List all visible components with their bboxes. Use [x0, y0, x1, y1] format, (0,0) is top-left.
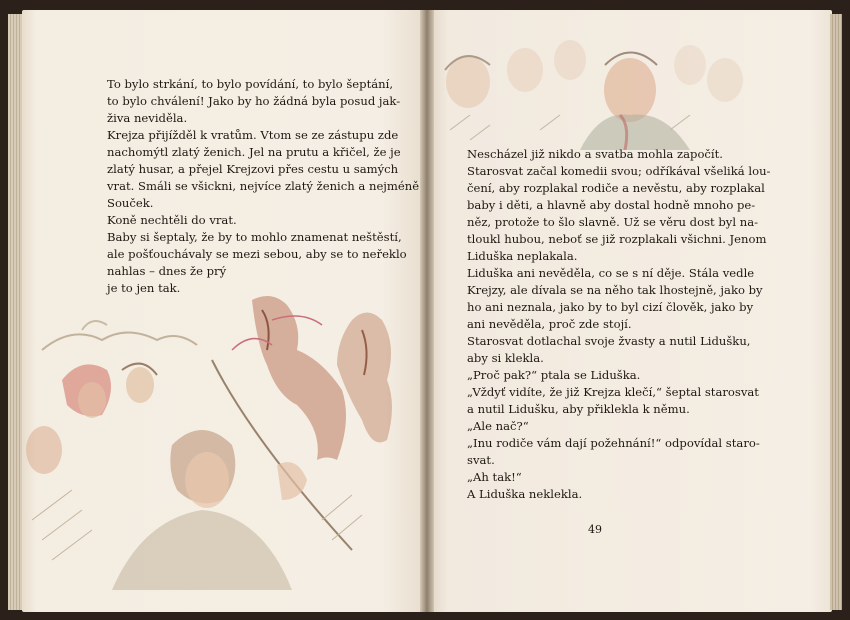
text-line: nahlas – dnes že prý [107, 264, 227, 278]
text-line: Liduška neplakala. [467, 249, 578, 263]
text-line: Liduška ani nevěděla, co se s ní děje. Stála vedle [467, 266, 755, 280]
page-number: 49 [588, 523, 602, 536]
text-line: Koně nechtěli do vrat. [107, 213, 237, 227]
text-line: Souček. [107, 196, 154, 210]
right-page-edges [830, 14, 842, 610]
crowd-faces-illustration [430, 20, 760, 150]
right-page-text [467, 146, 770, 503]
text-line: čení, aby rozplakal rodiče a nevěstu, aby rozplakal [467, 181, 765, 195]
text-line: tloukl hubou, neboť se již rozplakali všichni. Jenom [467, 232, 767, 246]
text-line: a nutil Lidušku, aby přiklekla k němu. [467, 402, 690, 416]
text-line: ale pošťouchávaly se mezi sebou, aby se to neřeklo [107, 247, 407, 261]
text-line: „Inu rodiče vám dají požehnání!“ odpovídal staro- [467, 436, 760, 450]
text-line: je to jen tak. [107, 281, 181, 295]
text-line: A Liduška neklekla. [467, 487, 583, 501]
text-line: něz, protože to šlo slavně. Už se věru dost byl na- [467, 215, 759, 229]
text-line: „Vždyť vidíte, že již Krejza klečí,“ šeptal starosvat [467, 385, 759, 399]
text-line: „Proč pak?“ ptala se Liduška. [467, 368, 641, 382]
text-line: Krejzy, ale dívala se na něho tak lhostejně, jako by [467, 283, 763, 297]
text-line: nachomýtl zlatý ženich. Jel na prutu a křičel, že je [107, 145, 401, 159]
text-line: Baby si šeptaly, že by to mohlo znamenat neštěstí, [107, 230, 402, 244]
text-line: ani nevěděla, proč zde stojí. [467, 317, 632, 331]
text-line: „Ah tak!“ [467, 470, 522, 484]
text-line: to bylo chválení! Jako by ho žádná byla posud jak- [107, 94, 401, 108]
text-line: ho ani neznala, jako by to byl cizí člověk, jako by [467, 300, 754, 314]
left-page-text [107, 76, 419, 297]
text-line: vrat. Smáli se všickni, nejvíce zlatý ženich a nejméně [107, 179, 420, 193]
text-line: Krejza přijížděl k vratům. Vtom se ze zástupu zde [107, 128, 399, 142]
text-line: „Ale nač?“ [467, 419, 529, 433]
text-line: aby si klekla. [467, 351, 544, 365]
text-line: svat. [467, 453, 495, 467]
text-line: Nescházel již nikdo a svatba mohla započít. [467, 147, 723, 161]
text-line: baby i děti, a hlavně aby dostal hodně mnoho pe- [467, 198, 756, 212]
text-line: Starosvat dotlachal svoje žvasty a nutil Lidušku, [467, 334, 751, 348]
text-line: zlatý husar, a přejel Krejzovi přes cestu u samých [107, 162, 399, 176]
text-line: živa neviděla. [107, 111, 188, 125]
horses-and-crowd-illustration [22, 290, 422, 590]
text-line: Starosvat začal komedii svou; odříkával všeliká lou- [467, 164, 771, 178]
text-line: To bylo strkání, to bylo povídání, to bylo šeptání, [107, 77, 394, 91]
